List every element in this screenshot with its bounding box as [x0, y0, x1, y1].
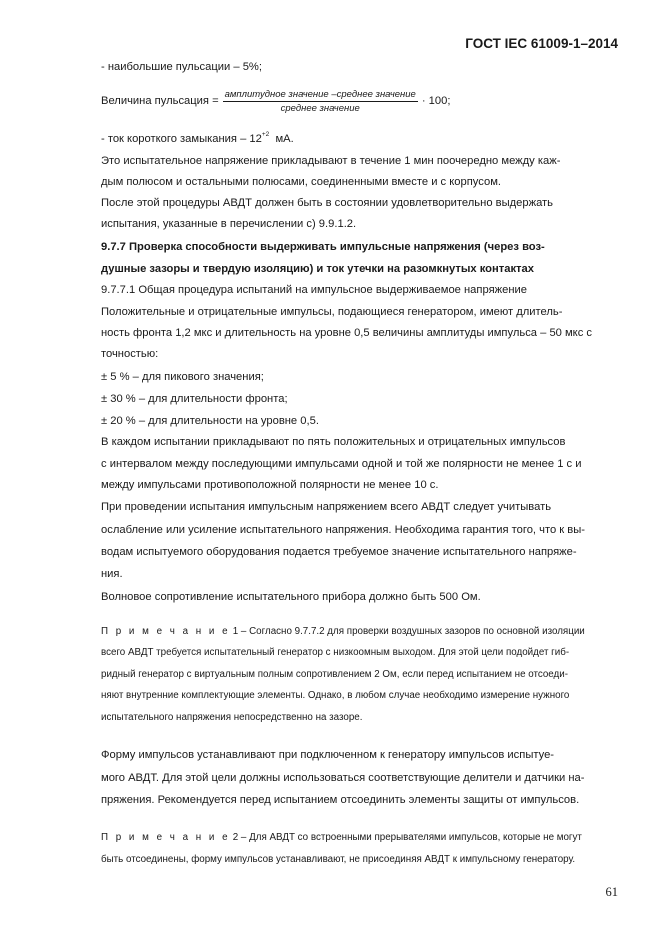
line: испытания, указанные в перечислении с) 9.9.1.2.	[101, 218, 357, 231]
tolerance-superscript: +2	[261, 131, 270, 139]
line: водам испытуемого оборудования подается требуемое значение испытательного напряже-	[101, 545, 577, 558]
note-label: П р и м е ч а н и е	[101, 625, 231, 637]
short-circuit-text: - ток короткого замыкания – 12	[101, 133, 262, 146]
note-2	[101, 827, 617, 870]
line: душные зазоры и твердую изоляцию) и ток утечки на разомкнутых контактах	[101, 263, 534, 276]
line: ность фронта 1,2 мкс и длительность на уровне 0,5 величины амплитуды импульса – 50 мкс с	[101, 326, 593, 339]
line: пряжения. Рекомендуется перед испытанием отсоединить элементы защиты от импульсов.	[101, 793, 580, 806]
line: между импульсами противоположной полярности не менее 10 с.	[101, 479, 439, 492]
line: быть отсоединены, форму импульсов устанавливают, не присоединяя АВДТ к импульсному генератору.	[101, 853, 576, 865]
list-item: ± 20 % – для длительности на уровне 0,5.	[101, 415, 319, 428]
line: В каждом испытании прикладывают по пять положительных и отрицательных импульсов	[101, 436, 566, 449]
paragraph: Волновое сопротивление испытательного прибора должно быть 500 Ом.	[101, 590, 481, 603]
line: 9.7.7 Проверка способности выдерживать импульсные напряжения (через воз-	[101, 240, 545, 253]
paragraph	[101, 496, 617, 585]
paragraph	[101, 302, 617, 366]
line: 1 – Согласно 9.7.7.2 для проверки воздушных зазоров по основной изоляции	[230, 625, 585, 637]
page-number: 61	[605, 885, 618, 899]
line: Положительные и отрицательные импульсы, подающиеся генератором, имеют длитель-	[101, 305, 563, 318]
line: испытательного напряжения непосредственно на зазоре.	[101, 711, 363, 723]
section-heading	[101, 236, 617, 281]
line: дым полюсом и остальными полюсами, соединенными вместе и с корпусом.	[101, 175, 501, 188]
formula-fraction	[223, 88, 418, 115]
line: мого АВДТ. Для этой цели должны использоваться соответствующие делители и датчики на-	[101, 771, 585, 784]
line: При проведении испытания импульсным напряжением всего АВДТ следует учитывать	[101, 501, 552, 514]
line: 2 – Для АВДТ со встроенными прерывателями импульсов, которые не могут	[230, 832, 582, 844]
list-item: ± 30 % – для длительности фронта;	[101, 392, 288, 405]
spacer	[101, 608, 617, 621]
short-circuit-item	[101, 124, 617, 150]
note-label: П р и м е ч а н и е	[101, 832, 231, 844]
document-body	[101, 57, 617, 870]
formula-denominator: среднее значение	[280, 102, 360, 114]
line: ослабление или усиление испытательного напряжения. Необходима гарантия того, что к вы-	[101, 523, 586, 536]
list-item: ± 5 % – для пикового значения;	[101, 370, 264, 383]
line: После этой процедуры АВДТ должен быть в состоянии удовлетворительно выдержать	[101, 197, 554, 210]
ripple-formula	[101, 78, 617, 124]
line: Это испытательное напряжение прикладывают в течение 1 мин поочередно между каж-	[101, 154, 561, 167]
ripple-item: - наибольшие пульсации – 5%;	[101, 61, 262, 73]
formula-numerator: амплитудное значение –среднее значение	[224, 88, 416, 100]
standard-title: ГОСТ IEC 61009-1–2014	[465, 36, 618, 51]
paragraph	[101, 744, 617, 811]
line: точностью:	[101, 348, 159, 361]
paragraph	[101, 193, 617, 236]
paragraph	[101, 432, 617, 496]
subsection-heading: 9.7.7.1 Общая процедура испытаний на импульсное выдерживаемое напряжение	[101, 284, 527, 297]
spacer	[101, 811, 617, 827]
unit-text: мА.	[275, 133, 294, 146]
note-1	[101, 621, 617, 729]
line: ридный генератор с виртуальным полным сопротивлением 2 Ом, если перед испытанием не отсоеди-	[101, 668, 568, 680]
line: Форму импульсов устанавливают при подключенном к генератору импульсов испытуе-	[101, 749, 555, 762]
line: всего АВДТ требуется испытательный генератор с низкоомным выходом. Для этой цели подойдет гиб-	[101, 647, 570, 659]
formula-tail: · 100;	[421, 94, 451, 107]
line: с интервалом между последующими импульсами одной и той же полярности не менее 1 с и	[101, 457, 582, 470]
spacer	[101, 728, 617, 744]
line: няют внутренние комплектующие элементы. Однако, в любом случае необходимо измерение нужного	[101, 690, 570, 702]
formula-label: Величина пульсация =	[101, 94, 219, 107]
paragraph	[101, 151, 617, 194]
line: ния.	[101, 568, 123, 581]
